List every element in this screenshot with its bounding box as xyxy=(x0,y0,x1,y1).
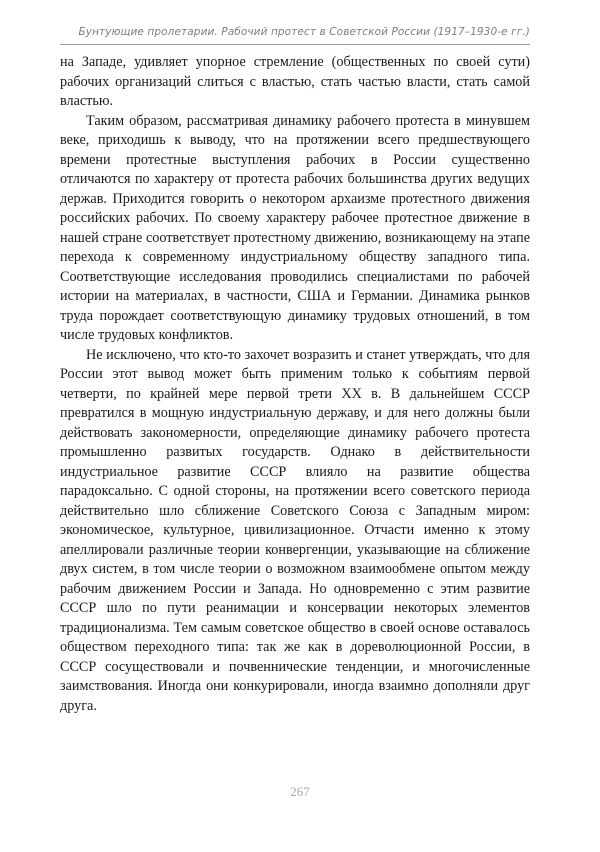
paragraph-1: на Западе, удивляет упорное стремление (общественных по своей сути) рабочих организаций слиться с властью, стать частью власти, стать самой властью. xyxy=(60,54,530,109)
running-header: Бунтующие пролетарии. Рабочий протест в Советской России (1917–1930-е гг.) xyxy=(78,26,530,38)
body-text xyxy=(60,53,530,716)
page-number: 267 xyxy=(290,784,310,799)
paragraph-2: Таким образом, рассматривая динамику рабочего протеста в минувшем веке, приходишь к выводу, что на протяжении всего предшествующего времени протестные выступления рабочих в России существенно отличаются по характеру от протеста рабочих большинства других ведущих держав. Приходится говорить о некотором архаизме протестного движения российских рабочих. По своему характеру рабочее протестное движение в нашей стране соответствует протестному движению, возникающему на этапе перехода к современному индустриальному обществу западного типа. Соответствующие исследования проводились специалистами по рабочей истории на материалах, в частности, США и Германии. Динамика рынков труда порождает соответствующую динамику трудовых отношений, в том числе трудовых конфликтов. xyxy=(60,112,530,343)
paragraph-3: Не исключено, что кто-то захочет возразить и станет утверждать, что для России этот вывод может быть применим только к событиям первой четверти, по крайней мере первой трети XX в. В дальнейшем СССР превратился в мощную индустриальную державу, и для него должны были действовать закономерности, определяющие динамику рабочего протеста промышленно развитых государств. Однако в действительности индустриальное развитие СССР влияло на развитие общества парадоксально. С одной стороны, на протяжении всего советского периода действительно шло сближение Советского Союза с Западным миром: экономическое, культурное, цивилизационное. Отчасти именно к этому апеллировали различные теории конвергенции, указывающие на сближение двух систем, в том числе теории о возможном взаимообмене опытом между рабочим движением России и Запада. Но одновременно с этим развитие СССР шло по пути реанимации и консервации некоторых элементов традиционализма. Тем самым советское общество в своей основе оставалось обществом переходного типа: так же как в дореволюционной России, в СССР сосуществовали и почвеннические тенденции, и многочисленные заимствования. Иногда они конкурировали, иногда взаимно дополняли друг друга. xyxy=(60,346,530,714)
header-rule xyxy=(60,44,530,45)
